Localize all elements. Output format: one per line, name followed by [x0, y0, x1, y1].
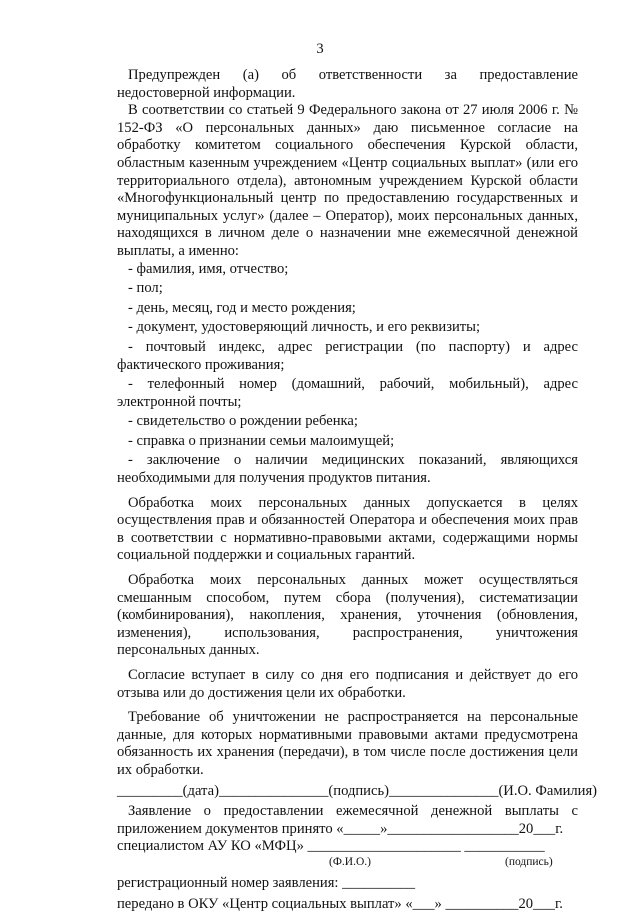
list-item: - телефонный номер (домашний, рабочий, мобильный), адрес электронной почты; [117, 376, 578, 410]
warning-paragraph: Предупрежден (а) об ответственности за предоставление недостоверной информации. [117, 67, 578, 101]
signature-line: _________(дата)_______________(подпись)_______________(И.О. Фамилия) [117, 782, 598, 799]
list-item: - справка о признании семьи малоимущей; [128, 432, 395, 449]
list-item: - день, месяц, год и место рождения; [128, 299, 356, 316]
fio-caption: (Ф.И.О.) [329, 855, 371, 868]
application-accepted-text: Заявление о предоставлении ежемесячной денежной выплаты с приложением документов принято «_____»__________________20___г. [117, 803, 578, 837]
transferred-line: передано в ОКУ «Центр социальных выплат» «___» __________20___г. [117, 895, 563, 912]
document-body [117, 67, 598, 913]
list-item: - почтовый индекс, адрес регистрации (по паспорту) и адрес фактического проживания; [117, 338, 578, 373]
specialist-line: специалистом АУ КО «МФЦ» _____________________ ___________ [117, 838, 545, 855]
list-item: - фамилия, имя, отчество; [128, 260, 289, 277]
list-item: - свидетельство о рождении ребенка; [128, 413, 358, 430]
registration-number-line: регистрационный номер заявления: __________ [117, 874, 416, 891]
personal-data-list [117, 261, 578, 488]
list-item: - заключение о наличии медицинских показаний, являющихся необходимыми для получения продуктов питания. [117, 452, 578, 487]
specialist-captions [117, 856, 578, 871]
signature-caption: (подпись) [505, 855, 553, 868]
list-item: - документ, удостоверяющий личность, и его реквизиты; [128, 319, 481, 336]
processing-purpose-paragraph: Обработка моих персональных данных допускается в целях осуществления прав и обязанностей Оператора и обеспечения моих прав в соответствии с нормативно-правовыми актами, содержащими нормы социальной поддержки и социальных гарантий. [117, 494, 578, 564]
processing-method-paragraph: Обработка моих персональных данных может осуществляться смешанным способом, путем сбора (получения), систематизации (комбинирования), накопления, хранения, уточнения (обновления, изменения), использования, распространения, уничтожения персональных данных. [117, 572, 578, 659]
destruction-paragraph: Требование об уничтожении не распространяется на персональные данные, для которых нормативными правовыми актами предусмотрена обязанность их хранения (передачи), в том числе после достижения цели их обработки. [117, 709, 578, 778]
list-item: - пол; [128, 280, 163, 297]
page-number: 3 [316, 41, 324, 57]
consent-intro-paragraph: В соответствии со статьей 9 Федерального закона от 27 июля 2006 г. № 152-ФЗ «О персональных данных» даю письменное согласие на обработку комитетом социального обеспечения Курской области, областным казенным учреждением «Центр социальных выплат» (или его территориального отдела), автономным учреждением Курской области «Многофункциональный центр по предоставлению государственных и муниципальных услуг» (далее – Оператор), моих персональных данных, находящихся в личном деле о назначении мне ежемесячной денежной выплаты, а именно: [117, 102, 578, 259]
consent-validity-paragraph: Согласие вступает в силу со дня его подписания и действует до его отзыва или до достижения цели их обработки. [117, 667, 578, 701]
